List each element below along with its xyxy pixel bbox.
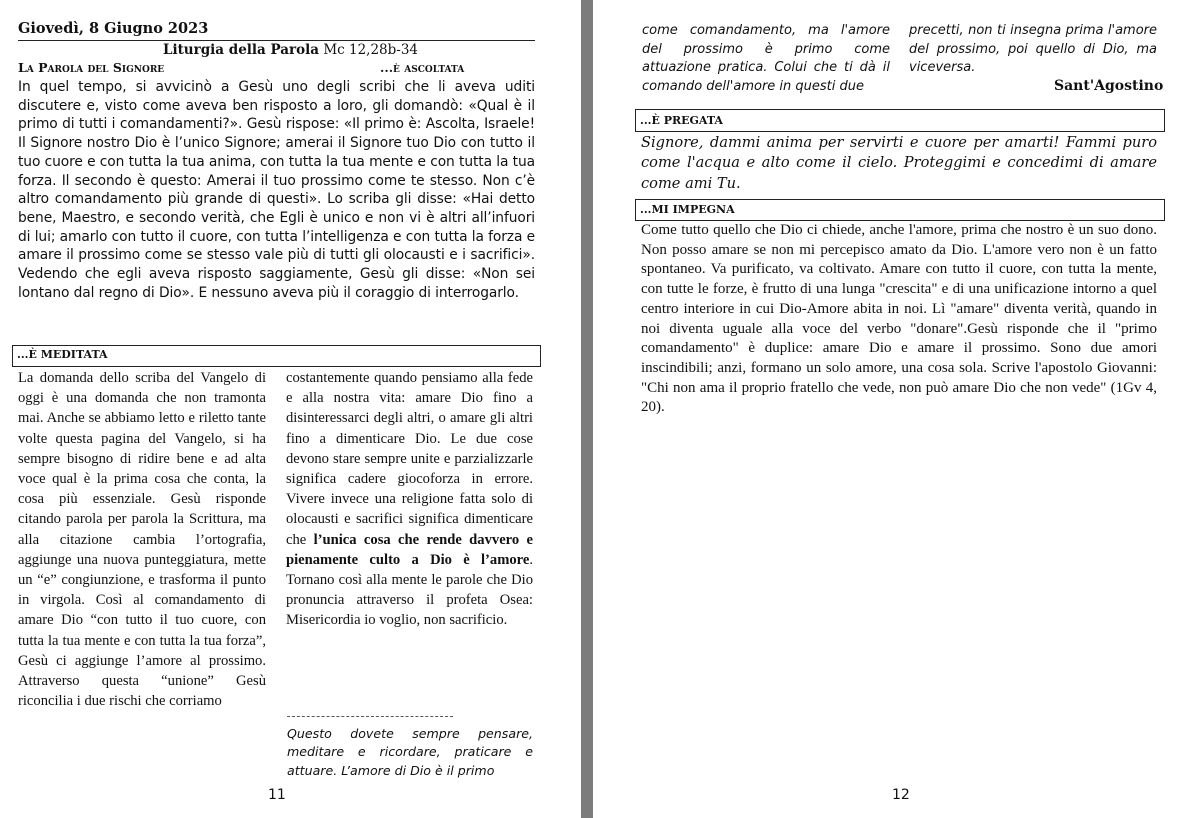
pregata-section-header <box>635 109 1165 132</box>
pregata-header-label: ...È PREGATA <box>640 114 723 127</box>
liturgy-reference: Mc 12,28b-34 <box>323 42 419 58</box>
page-number-right: 12 <box>892 787 910 803</box>
prayer-text: Signore, dammi anima per servirti e cuore per amarti! Fammi puro come l'acqua e alto come il cielo. Proteggimi e concedimi di amare come ami Tu. <box>641 134 1157 192</box>
liturgy-title <box>0 42 581 58</box>
section-parola-label: La Parola del Signore <box>18 60 165 75</box>
meditata-section-header <box>12 345 541 367</box>
quote-separator <box>287 716 453 717</box>
augustine-quote-part-2: come comandamento, ma l'amore del prossimo è primo come attuazione pratica. Colui che ti dà il comando dell'amore in questi due <box>642 23 890 94</box>
meditata-col2-text-end: . Tornano così alla mente le parole che Dio pronuncia attraverso il profeta Osea: Misericordia io voglio, non sacrificio. <box>286 551 533 629</box>
liturgy-title-text: Liturgia della Parola <box>162 42 320 58</box>
meditata-header-label: ...È MEDITATA <box>17 348 108 361</box>
commitment-text: Come tutto quello che Dio ci chiede, anche l'amore, prima che nostro è un suo dono. Non posso amare se non mi percepisco amato da Dio. L'amore vero non è un fatto spontaneo. Va purificato, va coltivato. Amare con tutto il cuore, con tutta la mente, con tutte le forze, è frutto di una lunga "crescita" e di una unificazione intorno a quel centro interiore in cui Dio-Amore abita in noi. Lì "amare" diventa verità, quando in noi diventa uguale alla voce del verbo "donare".Gesù risponde che il "primo comandamento" è duplice: amare Dio e amare il prossimo. Sono due amori inscindibili; anzi, formano un solo amore, una cosa sola. Scrive l'apostolo Giovanni: "Chi non ama il proprio fratello che vede, non può amare Dio che non vede" (1Gv 4, 20). <box>641 222 1157 416</box>
section-ascoltata-label: ...è ascoltata <box>380 60 465 75</box>
quote-author: Sant'Agostino <box>1054 78 1164 94</box>
meditata-column-2 <box>286 368 533 631</box>
meditata-column-1: La domanda dello scriba del Vangelo di oggi è una domanda che non tramonta mai. Anche se abbiamo letto e riletto tante volte questa pagina del Vangelo, si ha sempre bisogno di ridire bene e ad alta voce qual è la prima cosa che conta, la cosa più essenziale. Gesù risponde citando parola per parola la Scrittura, ma alla citazione cambia l’ortografia, aggiunge una nuova punteggiatura, mette un “e” congiunzione, e trasforma il punto in virgola. Così al comandamento di amare Dio “con tutto il tuo cuore, con tutta la tua mente e con tutta la tua forza”, Gesù ci aggiunge l’amore al prossimo. Attraverso questa “unione” Gesù riconcilia i due rischi che corriamo <box>18 370 266 710</box>
augustine-quote-part-1: Questo dovete sempre pensare, meditare e ricordare, praticare e attuare. L’amore di Dio è il primo <box>287 726 533 778</box>
page-number-left: 11 <box>268 787 286 803</box>
left-page <box>0 0 581 818</box>
header-rule <box>18 40 535 41</box>
gospel-text: In quel tempo, si avvicinò a Gesù uno degli scribi che li aveva uditi discutere e, visto come aveva ben risposto a loro, gli domandò: «Qual è il primo di tutti i comandamenti?». Gesù rispose: «Il primo è: Ascolta, Israele! Il Signore nostro Dio è l’unico Signore; amerai il Signore tuo Dio con tutto il tuo cuore e con tutta la tua anima, con tutta la tua mente e con tutta la tua forza. Il secondo è questo: Amerai il tuo prossimo come te stesso. Non c’è altro comandamento più grande di questi». Lo scriba gli disse: «Hai detto bene, Maestro, e secondo verità, che Egli è unico e non vi è altri all’infuori di lui; amarlo con tutto il cuore, con tutta l’intelligenza e con tutta la forza e amare il prossimo come se stesso vale più di tutti gli olocausti e i sacrifici». Vedendo che egli aveva risposto saggiamente, Gesù gli disse: «Non sei lontano dal regno di Dio». E nessuno aveva più il coraggio di interrogarlo. <box>18 79 535 301</box>
page-gutter <box>581 0 593 818</box>
meditata-col2-text: costantemente quando pensiamo alla fede e alla nostra vita: amare Dio fino a disinteressarci degli altri, o amare gli altri fino a dimenticare Dio. Le due cose devono stare sempre unite e parzializzarle significa cadere giocoforza in errore. Vivere invece una religione fatta solo di olocausti e sacrifici significa dimenticare che <box>286 370 533 548</box>
meditata-col2-bold: l’unica cosa che rende davvero e pienamente culto a Dio è l’amore <box>286 531 533 568</box>
impegna-header-label: ...MI IMPEGNA <box>640 203 735 216</box>
impegna-section-header <box>635 199 1165 221</box>
date-header: Giovedì, 8 Giugno 2023 <box>18 20 209 37</box>
augustine-quote-part-3: precetti, non ti insegna prima l'amore del prossimo, poi quello di Dio, ma viceversa. <box>909 23 1157 75</box>
